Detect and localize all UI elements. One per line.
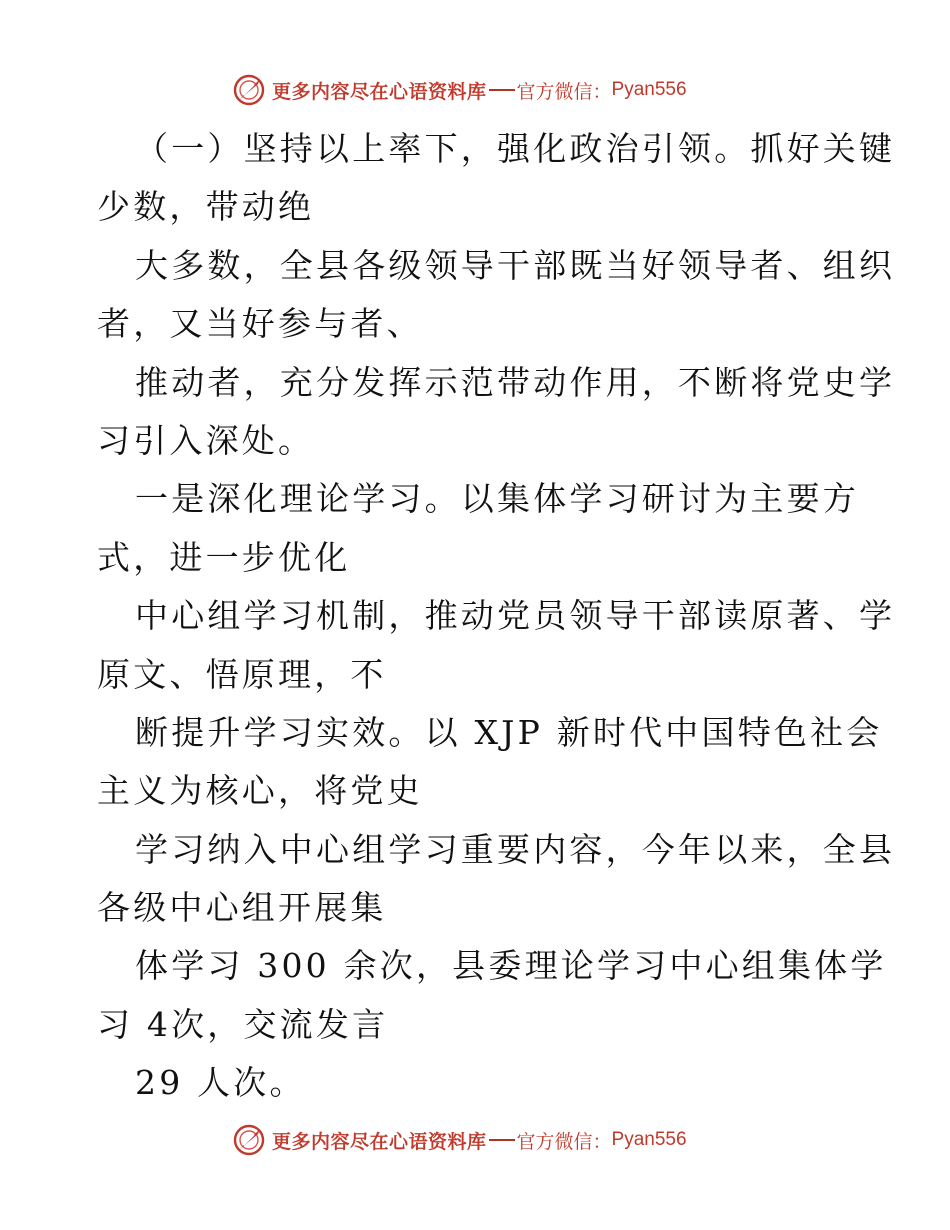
text-line: 习 4次，交流发言 [97,1004,389,1044]
text-line: 大多数，全县各级领导干部既当好领导者、组织 [135,245,896,285]
watermark-account: Pyan556 [611,1129,687,1150]
watermark-brand: 更多内容尽在心语资料库 [272,1130,487,1153]
watermark-brand: 更多内容尽在心语资料库 [272,80,487,103]
text-line: 一是深化理论学习。以集体学习研讨为主要方 [135,479,859,519]
document-body [97,120,896,1113]
text-line: （一）坚持以上率下，强化政治引领。抓好关键 [135,129,896,168]
text-line: 式，进一步优化 [97,537,351,577]
text-line: 29 人次。 [135,1063,306,1103]
text-line: 少数，带动绝 [97,187,315,227]
text-line: 体学习 300 余次，县委理论学习中心组集体学 [135,946,887,986]
watermark-dash [489,89,515,91]
quill-logo-icon [232,73,266,107]
watermark-official: 官方微信： [516,80,612,103]
footer-watermark [232,1123,687,1157]
text-line: 者，又当好参与者、 [97,304,423,344]
quill-logo-icon [232,1123,266,1157]
watermark-account: Pyan556 [611,79,687,100]
header-watermark [232,73,687,107]
text-line: 主义为核心，将党史 [97,771,423,811]
text-line: 原文、悟原理，不 [97,654,387,694]
watermark-dash [489,1139,515,1141]
text-line: 各级中心组开展集 [97,888,387,928]
text-line: 中心组学习机制，推动党员领导干部读原著、学 [135,596,896,636]
text-line: 断提升学习实效。以 XJP 新时代中国特色社会 [135,712,883,752]
text-line: 推动者，充分发挥示范带动作用，不断将党史学 [135,362,896,402]
text-line: 习引入深处。 [97,420,315,460]
text-line: 学习纳入中心组学习重要内容，今年以来，全县 [135,829,896,869]
watermark-official: 官方微信： [516,1130,612,1153]
